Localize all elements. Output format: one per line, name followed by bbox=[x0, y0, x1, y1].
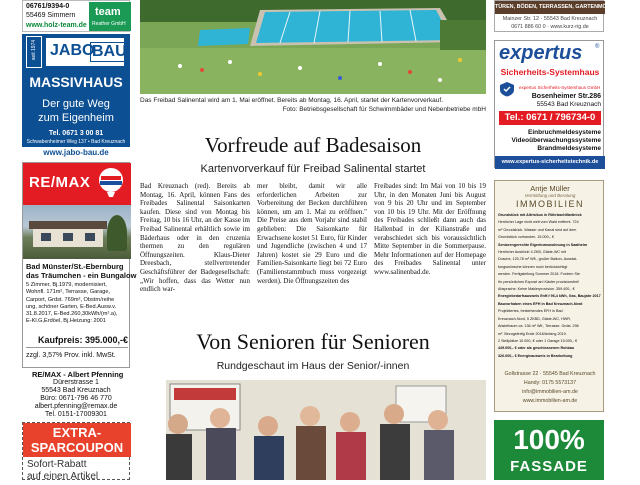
top-right-line1: TÜREN, BÖDEN, TERRASSEN, GARTENMÖBEL bbox=[495, 4, 618, 10]
expertus-reg: ® bbox=[595, 44, 600, 50]
expertus-company: expertus Sicherheits-Systemhaus GmbH bbox=[519, 85, 601, 90]
remax-detail-line: 5 Zimmer, Bj.1979, modernisiert, bbox=[26, 282, 107, 288]
expertus-logo: expertus bbox=[499, 42, 583, 64]
remax-contact-ad bbox=[22, 370, 130, 420]
sparcoupon-ad bbox=[22, 422, 130, 480]
jabo-url-bar bbox=[22, 147, 130, 158]
top-right-band bbox=[495, 1, 618, 14]
mueller-entry: m² Grundstück. Wasser und Kanal sind auf dem bbox=[498, 227, 577, 232]
subhead-badesaison: Kartenvorverkauf für Freibad Salinental startet bbox=[200, 163, 426, 175]
remax-contact-buero: Büro: 0671-796 46 770 bbox=[40, 395, 112, 402]
remax-contact-tel: Tel. 0151-17009301 bbox=[45, 411, 107, 418]
remax-detail-line: ung, schöner Garten, E-Bed.Ausw.v. bbox=[26, 303, 117, 310]
subhead-senioren: Rundgeschaut im Haus der Senior/-innen bbox=[216, 360, 410, 372]
holz-team-ad bbox=[22, 0, 130, 32]
mueller-entry: Kreuznach-Nord, 5 ZKBD, Gäste-WC, HWR, bbox=[498, 316, 571, 321]
fassade-word: FASSADE bbox=[510, 458, 588, 475]
photo-credit: Foto: Betriebsgesellschaft für Schwimmbäder und Nebenbetriebe mbH bbox=[282, 106, 486, 113]
remax-divider bbox=[26, 347, 128, 348]
expertus-city: 55543 Bad Kreuznach bbox=[536, 101, 601, 108]
remax-balloon-icon bbox=[97, 167, 125, 201]
sparcoupon-line2: auf einen Artikel bbox=[27, 471, 99, 482]
remax-detail-line: 31.8.2017, E-Bed.260,30kWh/(m².a), bbox=[26, 311, 118, 318]
headline-senioren: Von Senioren für Senioren bbox=[196, 329, 430, 354]
mueller-entry: Seniorengerechte Eigentumswohnung in Saatheim bbox=[498, 242, 588, 247]
remax-contact-city: 55543 Bad Kreuznach bbox=[41, 387, 111, 394]
expertus-street: Bosenheimer Str.286 bbox=[531, 93, 601, 100]
article1-col3-text: Freibades sind: Im Mai von 10 bis 19 Uhr, in den Monaten Juni bis August von 9 bis 20 Uhr und im September von 10 bis 19 Uhr. Mit der Eröffnung des Freibades schließt dann auch das Hallenbad in der Kilianstraße und verabschiedet sich bis voraussichtlich Mitte September in die Sommerpause. Mehr Informationen auf der Homepage des Freibades Salinental unter www.salinenbad.de. bbox=[374, 182, 486, 276]
holz-logo-text: team bbox=[95, 6, 121, 18]
remax-header bbox=[23, 163, 131, 205]
expertus-phone: Tel.: 0671 / 796734-0 bbox=[504, 112, 596, 123]
expertus-service: Videoüberwachungssysteme bbox=[511, 137, 601, 144]
fassade-percent: 100% bbox=[513, 424, 585, 455]
mueller-url: www.immobilien-am.de bbox=[522, 398, 578, 404]
mueller-street: Gollstrasse 22 · 55545 Bad Kreuznach bbox=[504, 371, 596, 377]
holz-url: www.holz-team.de bbox=[26, 22, 87, 29]
expertus-phone-bar bbox=[499, 111, 601, 125]
sparcoupon-title1: EXTRA- bbox=[52, 425, 102, 440]
mueller-entry: Absprache. Keine Maklerprovision. 359.400,- € bbox=[498, 287, 575, 292]
article1-col1-text: Bad Kreuznach (red). Bereits ab Montag, 16. April, können Fans des Freibades Salinental Saisonkarten kaufen. Diese sind von Montag bis Freitag, 10 bis 16 Uhr, an der Kasse im Freibad Salinental erhältlich sowie im Bäderhaus oder in den cruzenia thermen zu den regulären Öffnungszeiten. Klaus-Dieter Dreesbach, stellvertretender Geschäftsführer der Badegesellschaft: „Wir hoffen, dass das Wetter nun endlich war- bbox=[140, 182, 250, 294]
mueller-entry: Grundstück mit Altrisikus in RöhrbachMartinick bbox=[498, 213, 582, 217]
mueller-email: info@immobilien-am.de bbox=[522, 389, 578, 395]
remax-commission: zzgl. 3,57% Prov. inkl. MwSt. bbox=[26, 352, 116, 359]
mueller-entry: Grundstück vorhanden. 15.000,- € bbox=[498, 235, 554, 240]
remax-contact-name: RE/MAX - Albert Pfenning bbox=[32, 370, 124, 379]
expertus-ad bbox=[494, 40, 604, 168]
mueller-entries bbox=[498, 212, 603, 360]
mueller-entry: Herrlicher Lage nicht weit vom Wald entfernt. 724 bbox=[498, 220, 579, 225]
jabo-slogan2: zum Eigenheim bbox=[38, 112, 114, 124]
sparcoupon-line1: Sofort-Rabatt bbox=[27, 459, 87, 470]
remax-details bbox=[26, 282, 130, 326]
photo-caption: Das Freibad Salinental wird am 1. Mai eröffnet. Bereits ab Montag, 16. April, startet der Kartenvorverkauf. bbox=[140, 97, 443, 104]
senioren-group-photo bbox=[166, 380, 486, 480]
mueller-entry: Herrlicher Ausblick! 4 ZKB, Gäste-WC mit bbox=[498, 250, 567, 255]
jabo-slogan1: Der gute Weg bbox=[42, 98, 110, 110]
remax-listing-ad bbox=[22, 162, 137, 368]
jabo-logo-box bbox=[46, 38, 127, 66]
jabo-url: www.jabo-bau.de bbox=[43, 148, 109, 157]
article1-col1 bbox=[140, 182, 250, 320]
remax-house-photo bbox=[23, 205, 131, 259]
mueller-handy: Handy: 0175 5573137 bbox=[523, 380, 577, 386]
top-right-line3: 0671 886 60 0 · www.kurz-rig.de bbox=[511, 24, 589, 30]
holz-logo bbox=[89, 2, 131, 31]
mueller-tagline: Vermittlung und Beratung bbox=[524, 193, 576, 198]
top-right-line2: Mainzer Str. 12 · 55543 Bad Kreuznach bbox=[502, 16, 598, 22]
remax-logo: RE/MAX bbox=[29, 174, 91, 191]
jabo-brand1: JABO bbox=[50, 42, 95, 59]
sparcoupon-title2: SPARCOUPON bbox=[30, 440, 124, 455]
jabo-brand3: MASSIVHAUS bbox=[29, 74, 123, 90]
mueller-name: Antje Müller bbox=[530, 184, 570, 193]
remax-title1: Bad Münster/St.-Ebernburg bbox=[26, 262, 124, 271]
mueller-entry: Abstellraum ca. 136 m² Wfl., Terrasse. Grdst. 296 bbox=[498, 324, 579, 329]
remax-contact-street: Dürerstrasse 1 bbox=[53, 379, 99, 386]
mueller-entry: 326.000,- € Energieausweis in Bearbeitung bbox=[498, 353, 573, 358]
mueller-entry: 449.000,- € oder als geschlossenen Rohbau bbox=[498, 346, 575, 351]
remax-contact-email: albert.pfenning@remax.de bbox=[34, 403, 118, 410]
article1-col3 bbox=[374, 182, 486, 320]
mueller-entry: Ihr persönliches Exposé an! Käufer provisionsfrei! bbox=[498, 279, 580, 284]
mueller-entry: Dusche, 125,78 m² Wfl., großer Balkon, Ausstat- bbox=[498, 257, 578, 262]
remax-title2: das Träumchen - ein Bungalow bbox=[26, 271, 137, 280]
expertus-url: www.expertus-sicherheitstechnik.de bbox=[501, 159, 599, 165]
jabo-phone: Tel. 0671 3 00 81 bbox=[48, 130, 104, 137]
remax-price: Kaufpreis: 395.000,-€ bbox=[37, 335, 128, 345]
top-right-ad bbox=[494, 0, 618, 32]
mueller-brand: IMMOBILIEN bbox=[515, 199, 584, 209]
expertus-service: Einbruchmeldesysteme bbox=[528, 129, 601, 136]
remax-detail-line: Carport, Grdst. 769m², Obstrn/reihe bbox=[26, 296, 115, 303]
mueller-entry: 2 Stellplätze 10.000,-€ oder 1 Garage 15.000,- € bbox=[498, 338, 578, 343]
jabo-address: Schwabenheimer Weg 137 • Bad Kreuznach bbox=[26, 139, 126, 145]
jabo-seit-text: seit 1974 bbox=[31, 39, 37, 61]
expertus-url-bar bbox=[495, 156, 605, 169]
freibad-photo-illustration bbox=[140, 0, 486, 94]
jabo-seit-ribbon bbox=[26, 36, 42, 68]
mueller-entry: werden. Fertigstellung Sommer 2018. Fordern Sie bbox=[498, 272, 580, 277]
remax-detail-line: E-Kl.G,Erdöel, Bj.Heizung: 2001 bbox=[26, 318, 106, 325]
mueller-entry: Energiebedarfsausweis Enff.f 96,4 kWh, Gas, Baujahr 2017 bbox=[498, 294, 601, 299]
senioren-group-illustration bbox=[166, 380, 486, 480]
expertus-subtitle: Sicherheits-Systemhaus bbox=[500, 67, 600, 77]
jabo-brand2: BAU bbox=[92, 43, 127, 60]
jabo-bau-ad bbox=[22, 34, 130, 158]
sparcoupon-header bbox=[23, 423, 131, 457]
mueller-entry: Projektiertes, freistehendes EFH in Bad bbox=[498, 309, 563, 314]
mueller-immobilien-ad bbox=[494, 180, 604, 412]
remax-detail-line: Wohnfl. 171m², Terrasse, Garage, bbox=[26, 289, 111, 296]
article1-col2-text: mer bleibt, damit wir alle erforderlichen Arbeiten zur Vorbereitung der Becken durchführen können, um am 1. Mai zu eröffnen." Die Preise aus dem Vorjahr sind stabil geblieben: Die Saisonkarte für Erwachsene kostet 51 Euro, für Kinder und Jugendliche (zwischen 4 und 17 Jahren) kostet sie 29 Euro und die Familien-Saisonkarte liegt bei 72 Euro (Familienstammbuch muss vorgezeigt werden). Die Öffnungszeiten des bbox=[257, 182, 367, 285]
mueller-entry: Bauvorhaben eines EFH in Bad Kreuznach-Nord bbox=[498, 301, 583, 306]
headline-badesaison: Vorfreude auf Badesaison bbox=[204, 133, 422, 157]
freibad-photo bbox=[140, 0, 486, 94]
article1-col2 bbox=[257, 182, 367, 320]
mueller-entry: tungswünsche können noch berücksichtigt bbox=[498, 264, 568, 269]
expertus-service: Brandmeldesysteme bbox=[537, 145, 601, 152]
holz-logo-sub: Reather GmbH bbox=[92, 21, 126, 27]
holz-phone: 06761/9394-0 bbox=[26, 3, 70, 10]
holz-city: 55469 Simmern bbox=[26, 12, 76, 19]
mueller-entry: m². Bezugsfertig Ende 2018/Anfang 2019. bbox=[498, 331, 567, 336]
fassade-ad bbox=[494, 420, 604, 480]
